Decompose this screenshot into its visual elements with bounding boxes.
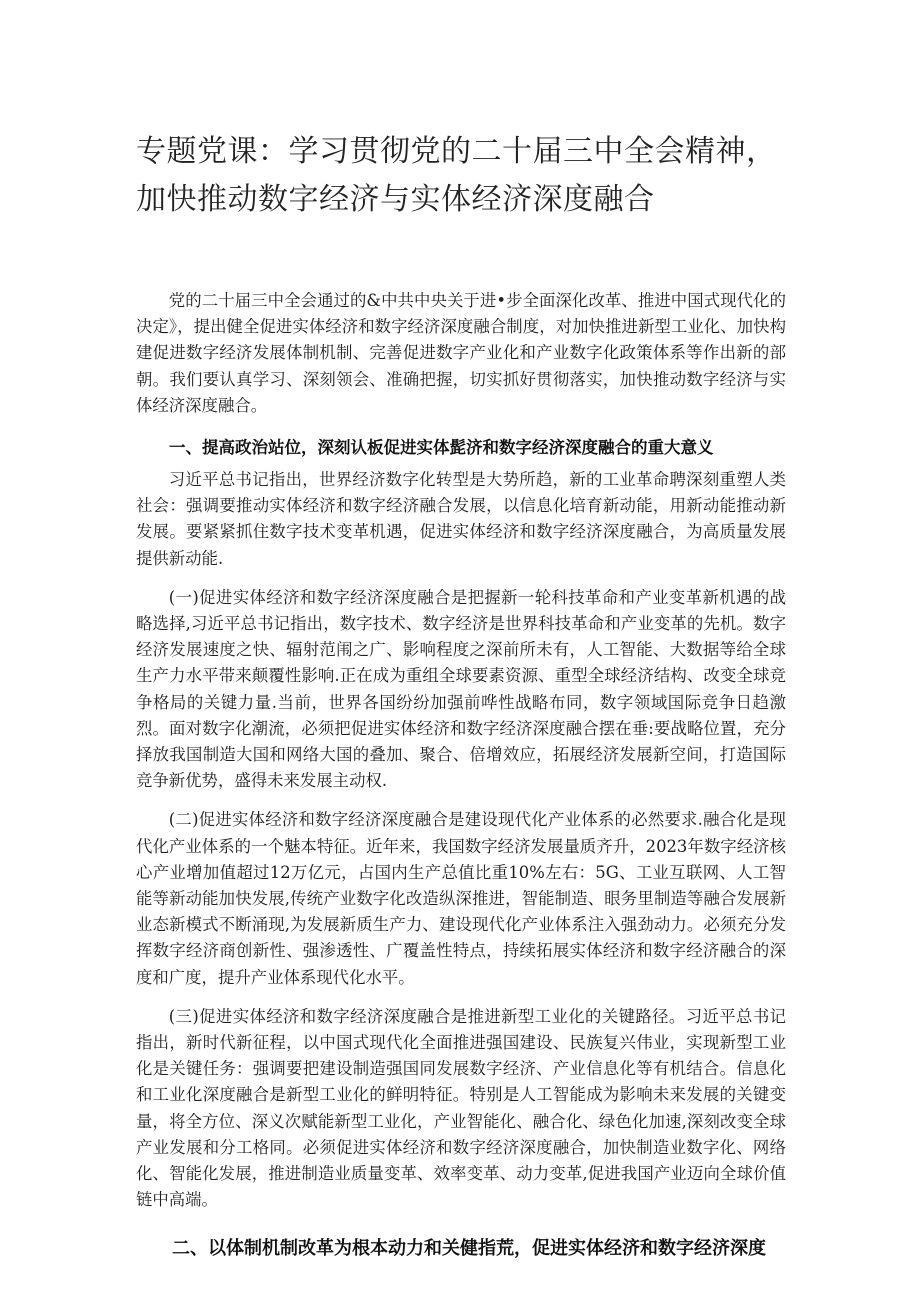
section-2-heading: 二、以体制机制改革为根本动力和关健指荒，促进实体经济和数字经济深度 — [172, 1237, 766, 1259]
document-page — [136, 128, 786, 1268]
section-1-subsection-3: (三)促进实体经济和数字经济深度融合是推进新型工业化的关键路径。习近平总书记指出，新时代新征程，以中国式现代化全面推进强国建设、民族复兴伟业，实现新型工业化是关键任务：强调要把建设制造强国同发展数字经济、产业信息化等有机结合。信息化和工业化深度融合是新型工业化的鲜明特征。特别是人工智能成为影响未来发展的关键变量，将全方位、深义次赋能新型工业化，产业智能化、融合化、绿色化加速,深刻改变全球产业发展和分工格同。必须促进实体经济和数字经济深度融合，加快制造业数字化、网络化、智能化发展，推进制造业质量变革、效率变革、动力变革,促进我国产业迈向全球价值链中高端。 — [136, 1006, 786, 1210]
section-1-paragraph: 习近平总书记指出，世界经济数字化转型是大势所趋，新的工业革命聘深刻重塑人类社会：强调要推动实体经济和数字经济融合发展，以信息化培育新动能，用新动能推动新发展。要紧紧抓住数字技术变革机遇，促进实体经济和数字经济深度融合，为高质量发展提供新动能. — [136, 470, 786, 568]
section-1-subsection-2: (二)促进实体经济和数字经济深度融合是建设现代化产业体系的必然要求.融合化是现代化产业体系的一个魅本特征。近年来，我国数字经济发展量质齐升，2023年数字经济核心产业增加值超过12万亿元，占国内生产总值比重10%左右：5G、工业互联网、人工智能等新动能加快发展,传统产业数字化改造纵深推进，智能制造、眼务里制造等融合发展新业态新模式不断涌现,为发展新质生产力、建设现代化产业体系注入强劲动力。必须充分发挥数字经济商创新性、强渗透性、广覆盖性特点，持续拓展实体经济和数字经济融合的深度和广度，提升产业体系现代化水平。 — [136, 810, 786, 987]
document-title: 专题党课：学习贯彻党的二十届三中全会精神，加快推动数字经济与实体经济深度融合 — [136, 134, 777, 217]
section-1-heading: 一、提高政治站位，深刻认板促进实体髭济和数字经济深度融合的重大意义 — [169, 438, 714, 458]
section-1-subsection-1: (一)促进实体经济和数字经济深度融合是把握新一轮科技革命和产业变革新机遇的战略选择,习近平总书记指出，数字技术、数字经济是世界科技革命和产业变革的先机。数字经济发展速度之快、辐射范闱之广、影响程度之深前所未有，人工智能、大数据等给全球生产力水平带来颠覆性影响.正在成为重组全球要素资源、重型全球经济结构、改变全球竞争格局的关键力量.当前，世界各国纷纷加强前哗性战略布同，数字领域国际竞争日趋激烈。面对数字化潮流，必须把促进实体经济和数字经济深度融合摆在垂:要战略位置，充分择放我国制造大国和网络大国的叠加、聚合、倍增效应，拓展经济发展新空间，打造国际竞争新优势，盛得未来发展主动权. — [136, 587, 786, 791]
intro-paragraph: 党的二十届三中全会通过的&中共中央关于进•步全面深化改革、推进中国式现代化的决定》，提出健全促进实体经济和数字经济深度融合制度，对加快推进新型工业化、加快构建促进数字经济发展体制机制、完善促进数字产业化和产业数字化政策体系等作出新的部朝。我们要认真学习、深刻领会、准确把握，切实抓好贯彻落实，加快推动数字经济与实体经济深度融合。 — [136, 291, 786, 415]
